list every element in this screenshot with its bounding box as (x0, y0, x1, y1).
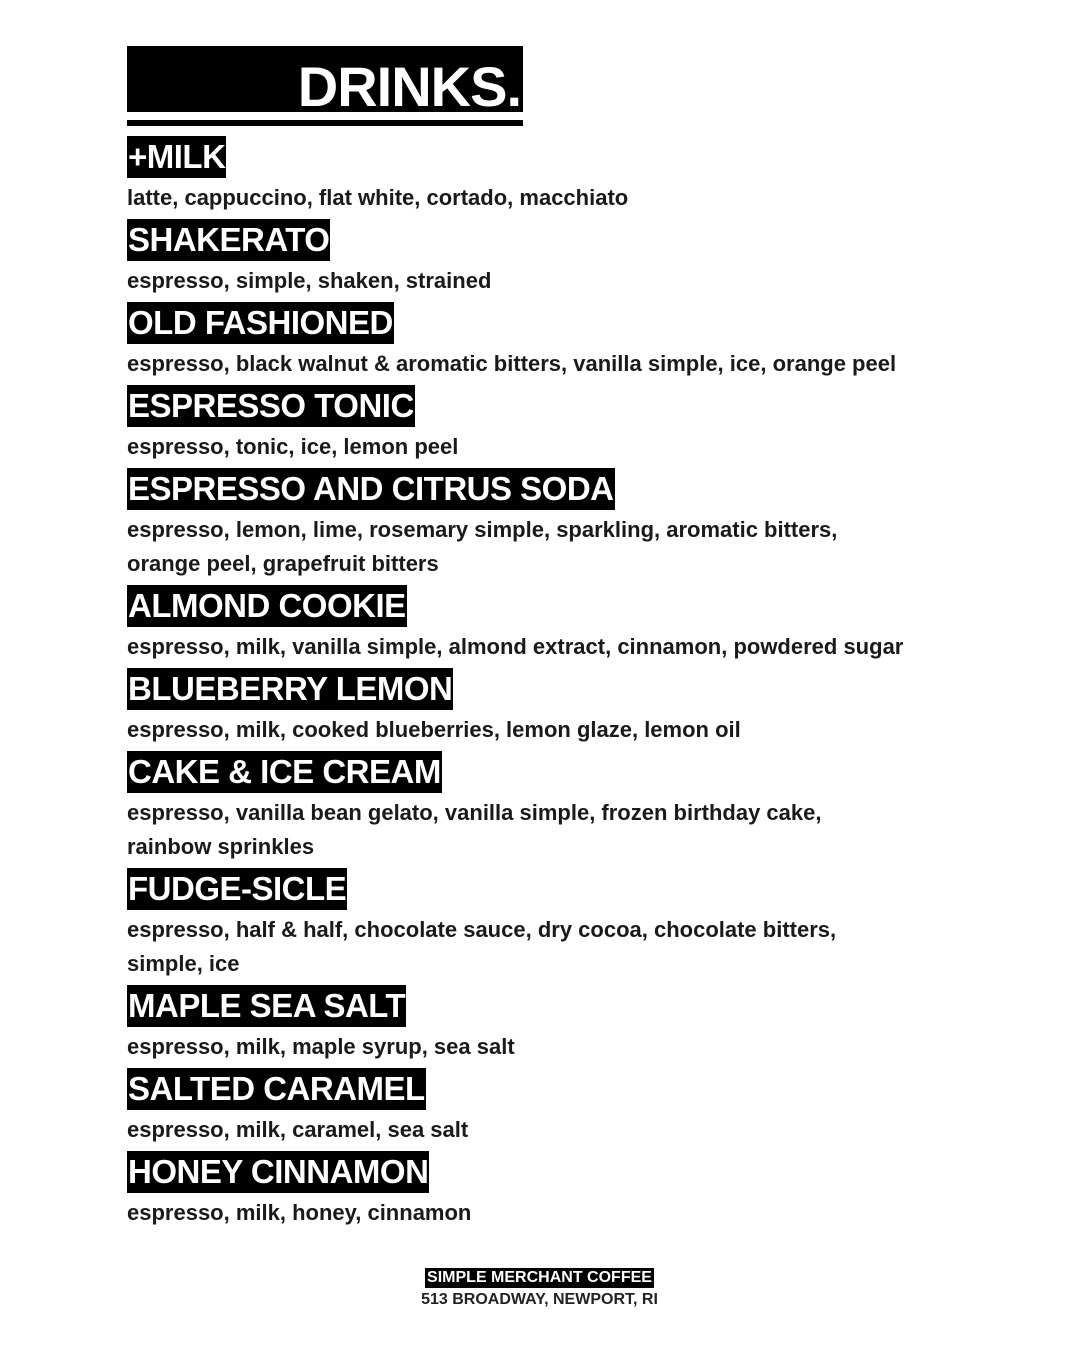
menu-item (127, 868, 1027, 981)
item-description: espresso, milk, maple syrup, sea salt (127, 1034, 515, 1059)
menu-title-block (127, 46, 523, 126)
menu-item (127, 585, 1027, 664)
item-name: FUDGE-SICLE (127, 868, 347, 910)
item-name: ALMOND COOKIE (127, 585, 407, 627)
item-description: espresso, milk, vanilla simple, almond extract, cinnamon, powdered sugar (127, 634, 904, 659)
item-description: espresso, half & half, chocolate sauce, dry cocoa, chocolate bitters, simple, ice (127, 917, 837, 976)
title-underline (127, 120, 523, 126)
item-name: CAKE & ICE CREAM (127, 751, 442, 793)
menu-item (127, 668, 1027, 747)
drinks-menu (127, 46, 1027, 1234)
menu-item (127, 1068, 1027, 1147)
business-address: 513 BROADWAY, NEWPORT, RI (421, 1291, 658, 1308)
item-name: MAPLE SEA SALT (127, 985, 406, 1027)
menu-title: DRINKS. (127, 46, 523, 112)
item-description: espresso, milk, honey, cinnamon (127, 1200, 472, 1225)
menu-item (127, 751, 1027, 864)
item-description: latte, cappuccino, flat white, cortado, macchiato (127, 185, 629, 210)
item-name: +MILK (127, 136, 226, 178)
item-name: BLUEBERRY LEMON (127, 668, 453, 710)
item-description: espresso, black walnut & aromatic bitters, vanilla simple, ice, orange peel (127, 351, 897, 376)
item-name: OLD FASHIONED (127, 302, 394, 344)
menu-item (127, 985, 1027, 1064)
menu-item (127, 136, 1027, 215)
item-name: ESPRESSO AND CITRUS SODA (127, 468, 615, 510)
item-description: espresso, tonic, ice, lemon peel (127, 434, 459, 459)
item-description: espresso, vanilla bean gelato, vanilla simple, frozen birthday cake, rainbow sprinkles (127, 800, 822, 859)
item-description: espresso, lemon, lime, rosemary simple, sparkling, aromatic bitters, orange peel, grapefruit bitters (127, 517, 838, 576)
menu-item (127, 302, 1027, 381)
item-name: SHAKERATO (127, 219, 330, 261)
item-name: ESPRESSO TONIC (127, 385, 415, 427)
menu-item (127, 385, 1027, 464)
item-description: espresso, milk, caramel, sea salt (127, 1117, 469, 1142)
footer (0, 1268, 1079, 1312)
business-name: SIMPLE MERCHANT COFFEE (427, 1269, 652, 1286)
menu-item (127, 1151, 1027, 1230)
menu-item (127, 468, 1027, 581)
item-name: SALTED CARAMEL (127, 1068, 426, 1110)
menu-item (127, 219, 1027, 298)
item-description: espresso, simple, shaken, strained (127, 268, 492, 293)
item-description: espresso, milk, cooked blueberries, lemon glaze, lemon oil (127, 717, 741, 742)
item-name: HONEY CINNAMON (127, 1151, 429, 1193)
